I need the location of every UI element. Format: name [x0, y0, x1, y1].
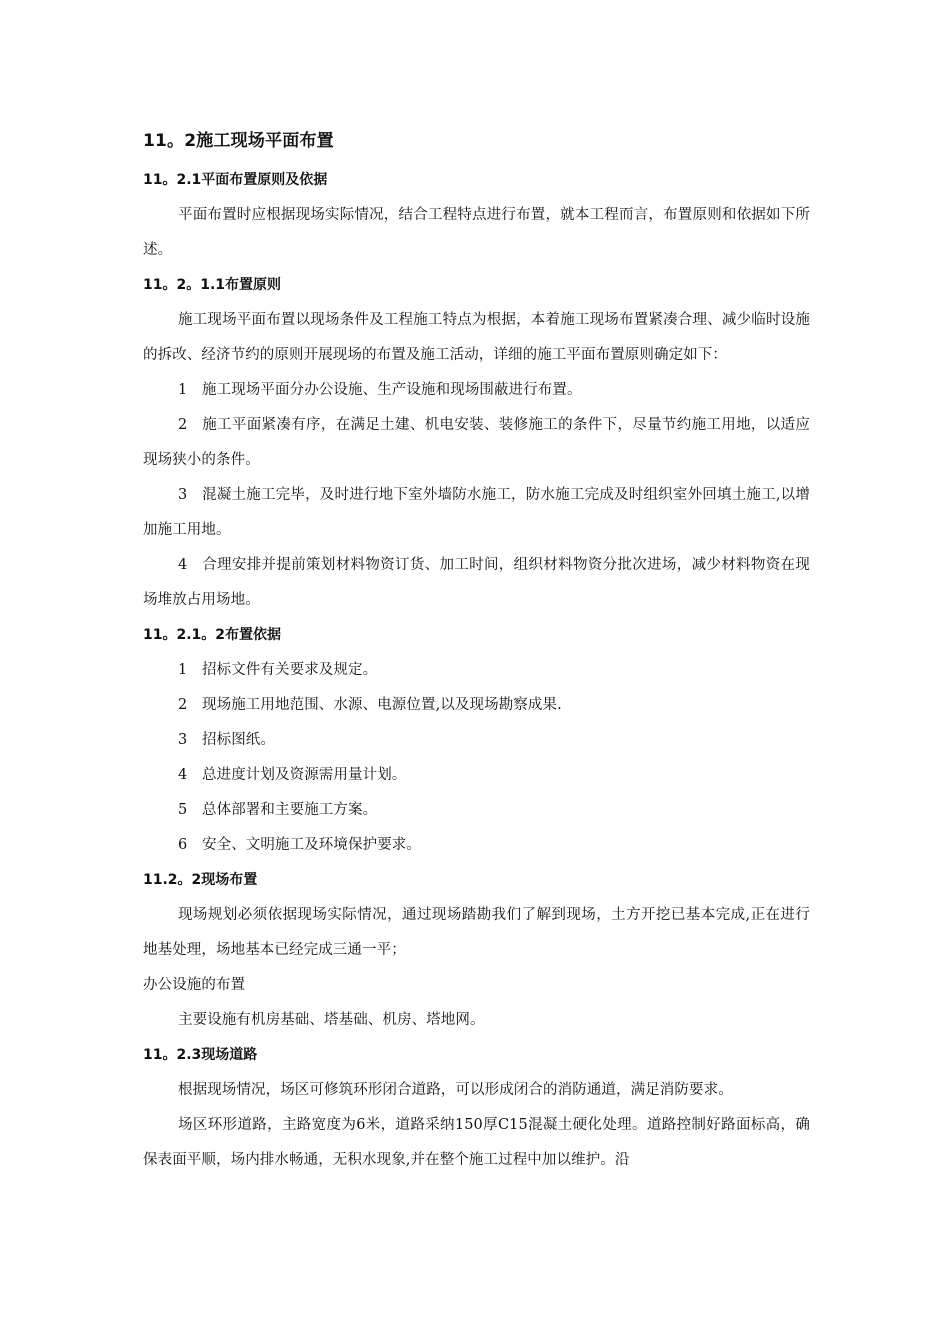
heading-11-2-1: 11。2.1平面布置原则及依据 [143, 172, 328, 188]
basis-item: 1 招标文件有关要求及规定。 [178, 662, 378, 678]
basis-item: 6 安全、文明施工及环境保护要求。 [178, 837, 421, 853]
paragraph-site-roads-2: 场区环形道路，主路宽度为6米，道路采纳150厚C15混凝土硬化处理。道路控制好路面标高，确保表面平顺，场内排水畅通，无积水现象,并在整个施工过程中加以维护。沿 [143, 1117, 810, 1168]
section-title: 11。2施工现场平面布置 [143, 131, 334, 151]
heading-11-2-1-1: 11。2。1.1布置原则 [143, 277, 282, 293]
paragraph-office-facilities: 主要设施有机房基础、塔基础、机房、塔地网。 [178, 1012, 485, 1028]
principle-item: 3 混凝土施工完毕，及时进行地下室外墙防水施工，防水施工完成及时组织室外回填土施工,以增加施工用地。 [143, 487, 810, 538]
basis-item: 3 招标图纸。 [178, 732, 275, 748]
basis-item: 4 总进度计划及资源需用量计划。 [178, 767, 407, 783]
heading-11-2-3: 11。2.3现场道路 [143, 1047, 258, 1063]
heading-11-2-1-2: 11。2.1。2布置依据 [143, 627, 282, 643]
basis-item: 5 总体部署和主要施工方案。 [178, 802, 378, 818]
principle-item: 1 施工现场平面分办公设施、生产设施和现场围蔽进行布置。 [178, 382, 582, 398]
principle-item: 4 合理安排并提前策划材料物资订货、加工时间，组织材料物资分批次进场，减少材料物资在现场堆放占用场地。 [143, 557, 810, 608]
paragraph-site-layout: 现场规划必须依据现场实际情况，通过现场踏勘我们了解到现场，土方开挖已基本完成,正在进行地基处理，场地基本已经完成三通一平； [143, 907, 810, 958]
paragraph-layout-intro: 平面布置时应根据现场实际情况，结合工程特点进行布置，就本工程而言，布置原则和依据如下所述。 [143, 207, 810, 258]
basis-item: 2 现场施工用地范围、水源、电源位置,以及现场勘察成果. [178, 697, 562, 713]
subheading-office-facilities: 办公设施的布置 [143, 977, 246, 993]
heading-11-2-2: 11.2。2现场布置 [143, 872, 258, 888]
paragraph-site-roads-1: 根据现场情况，场区可修筑环形闭合道路，可以形成闭合的消防通道，满足消防要求。 [178, 1082, 733, 1098]
principle-item: 2 施工平面紧凑有序，在满足土建、机电安装、装修施工的条件下，尽量节约施工用地，以适应现场狭小的条件。 [143, 417, 810, 468]
paragraph-principles-intro: 施工现场平面布置以现场条件及工程施工特点为根据，本着施工现场布置紧凑合理、减少临时设施的拆改、经济节约的原则开展现场的布置及施工活动，详细的施工平面布置原则确定如下： [143, 312, 810, 363]
